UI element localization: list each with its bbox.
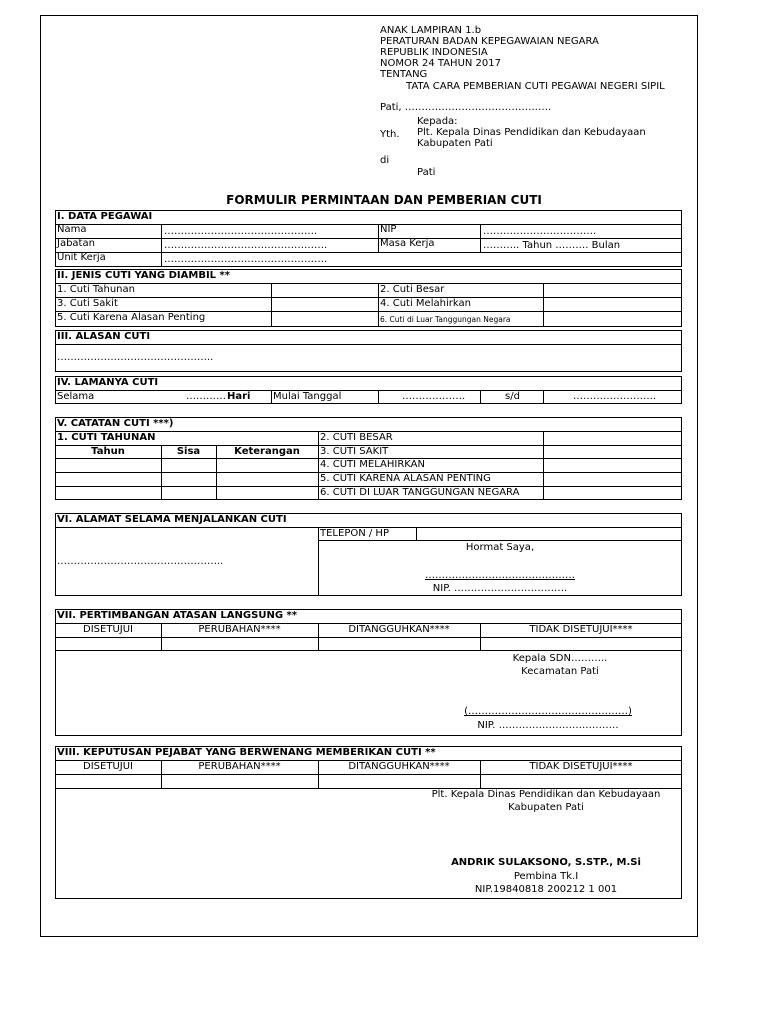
option-ditangguhkan: DITANGGUHKAN**** xyxy=(348,761,450,772)
yth-label: Yth. xyxy=(380,129,400,140)
cuti-option: 2. Cuti Besar xyxy=(380,284,445,295)
col-tahun: Tahun xyxy=(91,446,125,457)
option-disetujui: DISETUJUI xyxy=(83,761,133,772)
hormat-saya: Hormat Saya, xyxy=(465,542,535,553)
sd-value[interactable]: ……………………. xyxy=(573,391,657,402)
nip-label: NIP xyxy=(380,224,397,235)
official-rank: Pembina Tk.I xyxy=(513,871,579,882)
official-area: Kabupaten Pati xyxy=(508,802,584,813)
official-name: ANDRIK SULAKSONO, S.STP., M.Si xyxy=(451,857,641,868)
cuti-option: 5. Cuti Karena Alasan Penting xyxy=(57,312,206,323)
catatan-row: 2. CUTI BESAR xyxy=(320,432,393,443)
header-line: NOMOR 24 TAHUN 2017 xyxy=(380,58,502,69)
unit-kerja-label: Unit Kerja xyxy=(57,252,106,263)
atasan-signature[interactable]: (…………………………………………) xyxy=(464,706,632,717)
official-title: Plt. Kepala Dinas Pendidikan dan Kebudayaan xyxy=(431,789,661,800)
header-line: PERATURAN BADAN KEPEGAWAIAN NEGARA xyxy=(380,36,599,47)
header-line: REPUBLIK INDONESIA xyxy=(380,47,488,58)
cuti-option: 3. Cuti Sakit xyxy=(57,298,118,309)
nama-value[interactable]: ………………………………………. xyxy=(164,226,318,237)
signature-line[interactable]: ……………………………………… xyxy=(425,570,575,581)
selama-label: Selama xyxy=(57,391,95,402)
section-title: I. DATA PEGAWAI xyxy=(57,211,153,222)
option-tidak-disetujui: TIDAK DISETUJUI**** xyxy=(529,761,633,772)
cuti-option: 1. Cuti Tahunan xyxy=(57,284,135,295)
telepon-label: TELEPON / HP xyxy=(320,528,389,539)
hari-value[interactable]: ………… xyxy=(186,391,226,402)
jabatan-value[interactable]: …………………………………………. xyxy=(164,240,328,251)
alamat-value[interactable]: ………………………………………….. xyxy=(57,556,224,567)
place-date: Pati, ………………………………….…. xyxy=(380,102,552,113)
masa-kerja-value[interactable]: ……….. Tahun ………. Bulan xyxy=(483,240,621,251)
alasan-value[interactable]: ……………………………………….. xyxy=(57,352,214,363)
sd-label: s/d xyxy=(505,391,520,402)
option-perubahan: PERUBAHAN**** xyxy=(198,624,281,635)
section-title: VI. ALAMAT SELAMA MENJALANKAN CUTI xyxy=(57,514,287,525)
cuti-tahunan-label: 1. CUTI TAHUNAN xyxy=(57,432,156,443)
mulai-value[interactable]: ………………. xyxy=(402,391,466,402)
atasan-nip[interactable]: NIP. ……………………………… xyxy=(477,720,619,731)
section-title: VII. PERTIMBANGAN ATASAN LANGSUNG ** xyxy=(57,610,297,621)
cuti-option: 4. Cuti Melahirkan xyxy=(380,298,471,309)
catatan-row: 4. CUTI MELAHIRKAN xyxy=(320,459,425,470)
option-perubahan: PERUBAHAN**** xyxy=(198,761,281,772)
jabatan-label: Jabatan xyxy=(57,238,95,249)
col-keterangan: Keterangan xyxy=(234,446,300,457)
catatan-row: 5. CUTI KARENA ALASAN PENTING xyxy=(320,473,491,484)
hari-label: Hari xyxy=(227,391,251,402)
kecamatan: Kecamatan Pati xyxy=(521,666,599,677)
section-title: V. CATATAN CUTI ***) xyxy=(57,418,174,429)
option-disetujui: DISETUJUI xyxy=(83,624,133,635)
option-ditangguhkan: DITANGGUHKAN**** xyxy=(348,624,450,635)
applicant-nip[interactable]: NIP. ……………………………. xyxy=(432,583,568,594)
recipient-line: Plt. Kepala Dinas Pendidikan dan Kebudayaan xyxy=(417,127,646,138)
official-nip: NIP.19840818 200212 1 001 xyxy=(474,884,618,895)
section-title: II. JENIS CUTI YANG DIAMBIL ** xyxy=(57,270,230,281)
form-title: FORMULIR PERMINTAAN DAN PEMBERIAN CUTI xyxy=(226,193,542,207)
recipient-line: Kabupaten Pati xyxy=(417,138,493,149)
nip-value[interactable]: ……………………………. xyxy=(483,226,597,237)
col-sisa: Sisa xyxy=(176,446,201,457)
city-label: Pati xyxy=(417,167,436,178)
header-subject: TATA CARA PEMBERIAN CUTI PEGAWAI NEGERI SIPIL xyxy=(406,81,665,92)
unit-kerja-value[interactable]: …………………………………………. xyxy=(164,254,328,265)
masa-kerja-label: Masa Kerja xyxy=(380,238,435,249)
option-tidak-disetujui: TIDAK DISETUJUI**** xyxy=(529,624,633,635)
kepala-sdn: Kepala SDN……….. xyxy=(512,653,608,664)
di-label: di xyxy=(380,155,390,166)
kepada-label: Kepada: xyxy=(417,116,458,127)
catatan-row: 3. CUTI SAKIT xyxy=(320,446,389,457)
header-line: ANAK LAMPIRAN 1.b xyxy=(380,25,482,36)
catatan-row: 6. CUTI DI LUAR TANGGUNGAN NEGARA xyxy=(320,487,520,498)
header-line: TENTANG xyxy=(380,69,428,80)
section-title: IV. LAMANYA CUTI xyxy=(57,377,159,388)
mulai-label: Mulai Tanggal xyxy=(273,391,342,402)
nama-label: Nama xyxy=(57,224,87,235)
section-title: VIII. KEPUTUSAN PEJABAT YANG BERWENANG MEMBERIKAN CUTI ** xyxy=(57,747,436,758)
cuti-option: 6. Cuti di Luar Tanggungan Negara xyxy=(380,315,511,324)
section-title: III. ALASAN CUTI xyxy=(57,331,151,342)
